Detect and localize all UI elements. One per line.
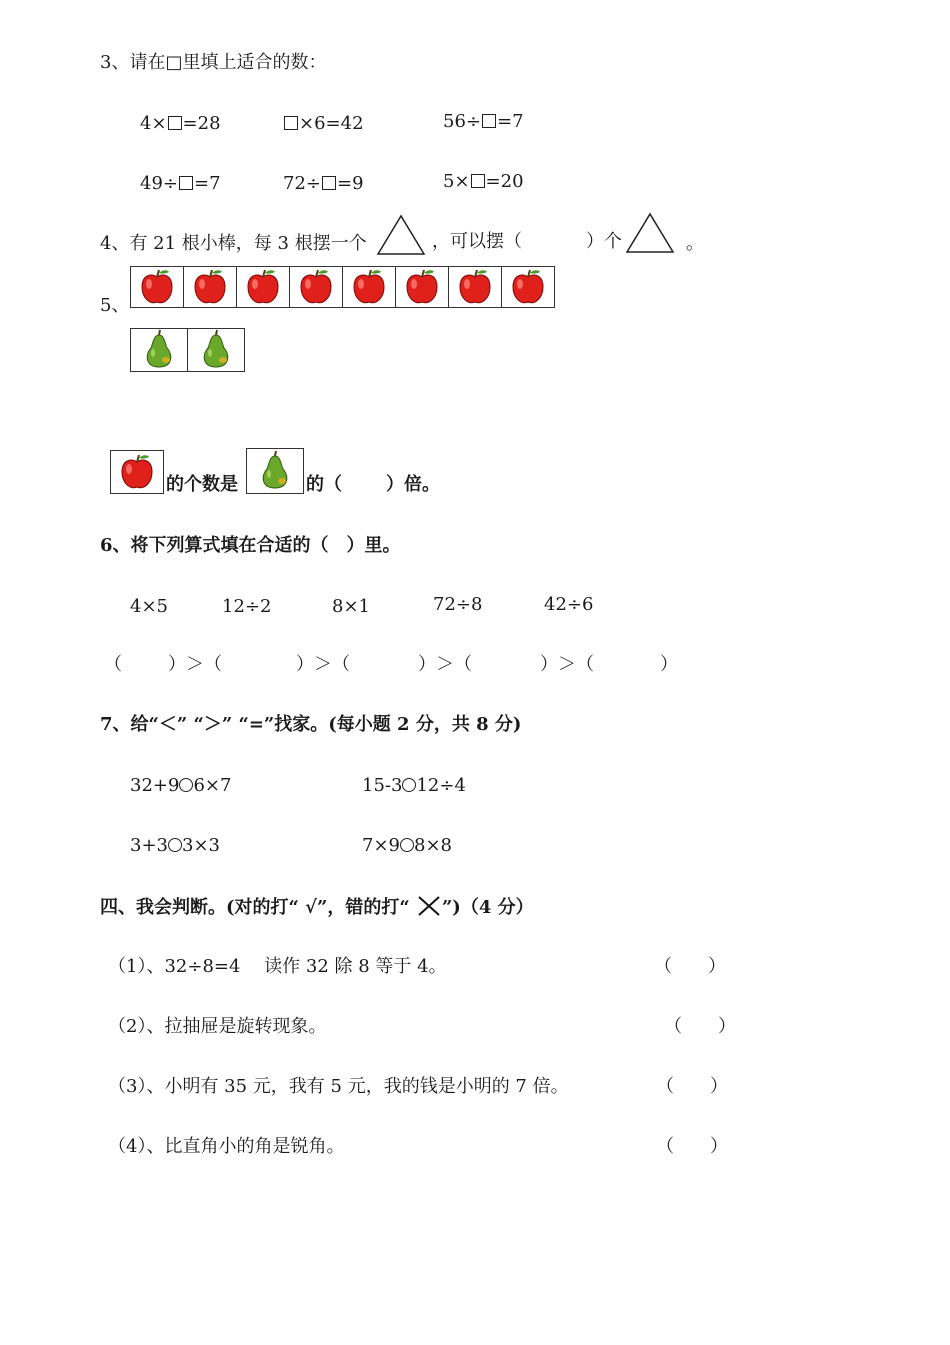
q3-eq-5: 72÷ =9: [283, 173, 364, 194]
answer-box[interactable]: [471, 174, 485, 188]
judge-item-3: （3）、小明有 35 元，我有 5 元，我的钱是小明的 7 倍。: [108, 1076, 569, 1097]
q7-item-1: 32+9 6×7: [130, 775, 232, 796]
q5-text-3: ）倍。: [386, 474, 440, 495]
compare-circle[interactable]: [179, 778, 193, 792]
judge-item-1: （1）、32÷8=4 读作 32 除 8 等于 4。: [108, 956, 447, 977]
judge-item-4: （4）、比直角小的角是锐角。: [108, 1136, 345, 1157]
q7-item-2: 15-3 12÷4: [362, 775, 466, 796]
apple-cell: [448, 266, 502, 308]
q6-item-5: 42÷6: [544, 594, 594, 615]
q3-eq-4: 49÷ =7: [140, 173, 221, 194]
answer-box[interactable]: [179, 176, 193, 190]
answer-box[interactable]: [168, 116, 182, 130]
pear-icon: [139, 329, 179, 371]
q6-paren-4: ）＞（: [418, 654, 472, 675]
q3-eq-6: 5× =20: [443, 171, 524, 192]
apple-icon: [349, 267, 389, 307]
q5-label: 5、: [100, 295, 130, 316]
pear-row: [130, 328, 244, 372]
q7-item-3: 3+3 3×3: [130, 835, 220, 856]
q6-item-4: 72÷8: [433, 594, 483, 615]
q3-title: 3、请在□里填上适合的数：: [100, 52, 327, 73]
q5-text-2: 的（: [306, 474, 342, 495]
answer-box[interactable]: [482, 114, 496, 128]
q3-eq-2: ×6=42: [283, 113, 364, 135]
apple-icon: [402, 267, 442, 307]
answer-box[interactable]: [284, 116, 298, 130]
q5-apple-inline: [110, 450, 163, 494]
apple-cell: [342, 266, 396, 308]
apple-icon: [190, 267, 230, 307]
compare-circle[interactable]: [168, 838, 182, 852]
judge-item-2: （2）、拉抽屉是旋转现象。: [108, 1016, 327, 1037]
apple-icon: [455, 267, 495, 307]
pear-cell: [246, 448, 304, 494]
apple-cell: [501, 266, 555, 308]
q4-text-4: 。: [686, 233, 704, 254]
judge-paren-3[interactable]: （ ）: [656, 1076, 728, 1097]
q6-paren-6: ）: [660, 654, 678, 675]
q4-text-1: 4、有 21 根小棒，每 3 根摆一个: [100, 233, 367, 254]
apple-icon: [117, 452, 157, 492]
q7-title: 7、给“＜” “＞” “=”找家。(每小题 2 分，共 8 分): [100, 714, 522, 735]
apple-cell: [110, 450, 164, 494]
q5-pear-inline: [246, 448, 303, 494]
answer-box[interactable]: [322, 176, 336, 190]
triangle-icon: [625, 212, 675, 254]
apple-icon: [243, 267, 283, 307]
apple-cell: [236, 266, 290, 308]
q6-item-3: 8×1: [332, 596, 370, 617]
apple-icon: [296, 267, 336, 307]
apple-cell: [289, 266, 343, 308]
q6-paren-5: ）＞（: [540, 654, 594, 675]
q6-paren-1: （: [104, 654, 122, 675]
triangle-icon: [376, 214, 426, 256]
pear-cell: [130, 328, 188, 372]
q6-paren-2: ）＞（: [168, 654, 222, 675]
judge-paren-1[interactable]: （ ）: [654, 956, 726, 977]
q4-text-2: ，可以摆（: [432, 231, 522, 252]
apple-icon: [508, 267, 548, 307]
pear-icon: [196, 329, 236, 371]
apple-cell: [395, 266, 449, 308]
q5-text-1: 的个数是: [166, 474, 238, 495]
q6-item-1: 4×5: [130, 596, 168, 617]
compare-circle[interactable]: [400, 838, 414, 852]
apple-cell: [183, 266, 237, 308]
apple-cell: [130, 266, 184, 308]
q6-title: 6、将下列算式填在合适的（ ）里。: [100, 535, 401, 556]
q3-eq-1: 4× =28: [140, 113, 221, 134]
q7-item-4: 7×9 8×8: [362, 835, 452, 856]
q6-paren-3: ）＞（: [296, 654, 350, 675]
judge-paren-4[interactable]: （ ）: [656, 1136, 728, 1157]
q3-eq-3: 56÷ =7: [443, 111, 524, 132]
apple-icon: [137, 267, 177, 307]
judge-paren-2[interactable]: （ ）: [664, 1016, 736, 1037]
sec4-title: 四、我会判断。(对的打“ √”，错的打“ ”)（4 分）: [100, 897, 534, 918]
q6-item-2: 12÷2: [222, 596, 272, 617]
compare-circle[interactable]: [402, 778, 416, 792]
q4-text-3: ）个: [586, 231, 622, 252]
pear-icon: [255, 450, 295, 492]
pear-cell: [187, 328, 245, 372]
apple-row: [130, 266, 554, 308]
cross-icon: [416, 895, 442, 917]
